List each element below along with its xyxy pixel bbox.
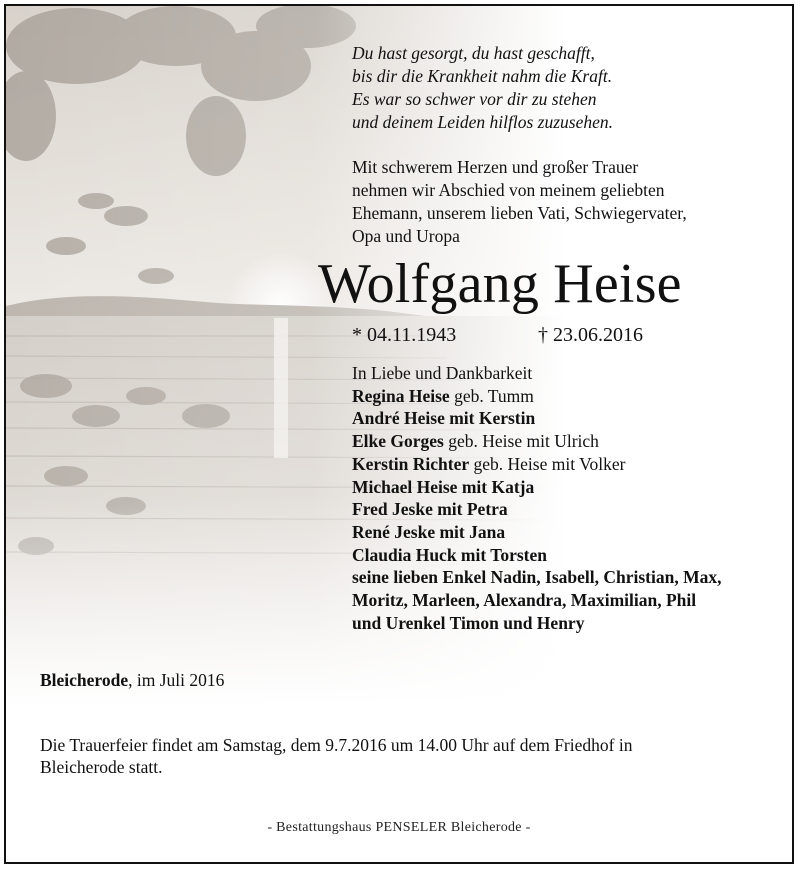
- intro-line: nehmen wir Abschied von meinem geliebten: [352, 180, 665, 200]
- funeral-line: Die Trauerfeier findet am Samstag, dem 9.7.2016 um 14.00 Uhr auf dem Friedhof in: [40, 735, 633, 755]
- list-item: Kerstin Richter geb. Heise mit Volker: [352, 453, 626, 474]
- intro-line: Ehemann, unserem lieben Vati, Schwiegervater,: [352, 203, 687, 223]
- list-item: Michael Heise mit Katja: [352, 476, 535, 497]
- obituary-frame: [4, 4, 794, 864]
- death-date: † 23.06.2016: [538, 324, 643, 346]
- list-item: Fred Jeske mit Petra: [352, 499, 508, 520]
- poem-line: Es war so schwer vor dir zu stehen: [352, 89, 597, 109]
- poem-line: Du hast gesorgt, du hast geschafft,: [352, 43, 595, 63]
- poem-verse: [352, 42, 613, 134]
- poem-line: und deinem Leiden hilflos zuzusehen.: [352, 112, 614, 132]
- place-and-date: [40, 670, 224, 691]
- funeral-notice: [40, 734, 760, 778]
- place-date: , im Juli 2016: [128, 670, 225, 690]
- list-item: seine lieben Enkel Nadin, Isabell, Christian, Max,: [352, 567, 722, 588]
- list-item: Claudia Huck mit Torsten: [352, 544, 547, 565]
- undertaker-credit: - Bestattungshaus PENSELER Bleicherode -: [267, 820, 531, 835]
- place-city: Bleicherode: [40, 670, 129, 690]
- birth-date: * 04.11.1943: [352, 324, 457, 346]
- intro-text: [352, 156, 687, 248]
- list-item: Elke Gorges geb. Heise mit Ulrich: [352, 431, 599, 452]
- list-item: und Urenkel Timon und Henry: [352, 612, 585, 633]
- list-item: René Jeske mit Jana: [352, 521, 506, 542]
- intro-line: Mit schwerem Herzen und großer Trauer: [352, 157, 639, 177]
- list-item: André Heise mit Kerstin: [352, 408, 536, 429]
- list-item: Regina Heise geb. Tumm: [352, 385, 534, 406]
- deceased-name: Wolfgang Heise: [318, 253, 682, 315]
- mourners-list: [352, 362, 722, 634]
- funeral-line: Bleicherode statt.: [40, 757, 163, 777]
- intro-line: Opa und Uropa: [352, 226, 460, 246]
- poem-line: bis dir die Krankheit nahm die Kraft.: [352, 66, 613, 86]
- list-item: In Liebe und Dankbarkeit: [352, 363, 533, 383]
- list-item: Moritz, Marleen, Alexandra, Maximilian, Phil: [352, 590, 697, 611]
